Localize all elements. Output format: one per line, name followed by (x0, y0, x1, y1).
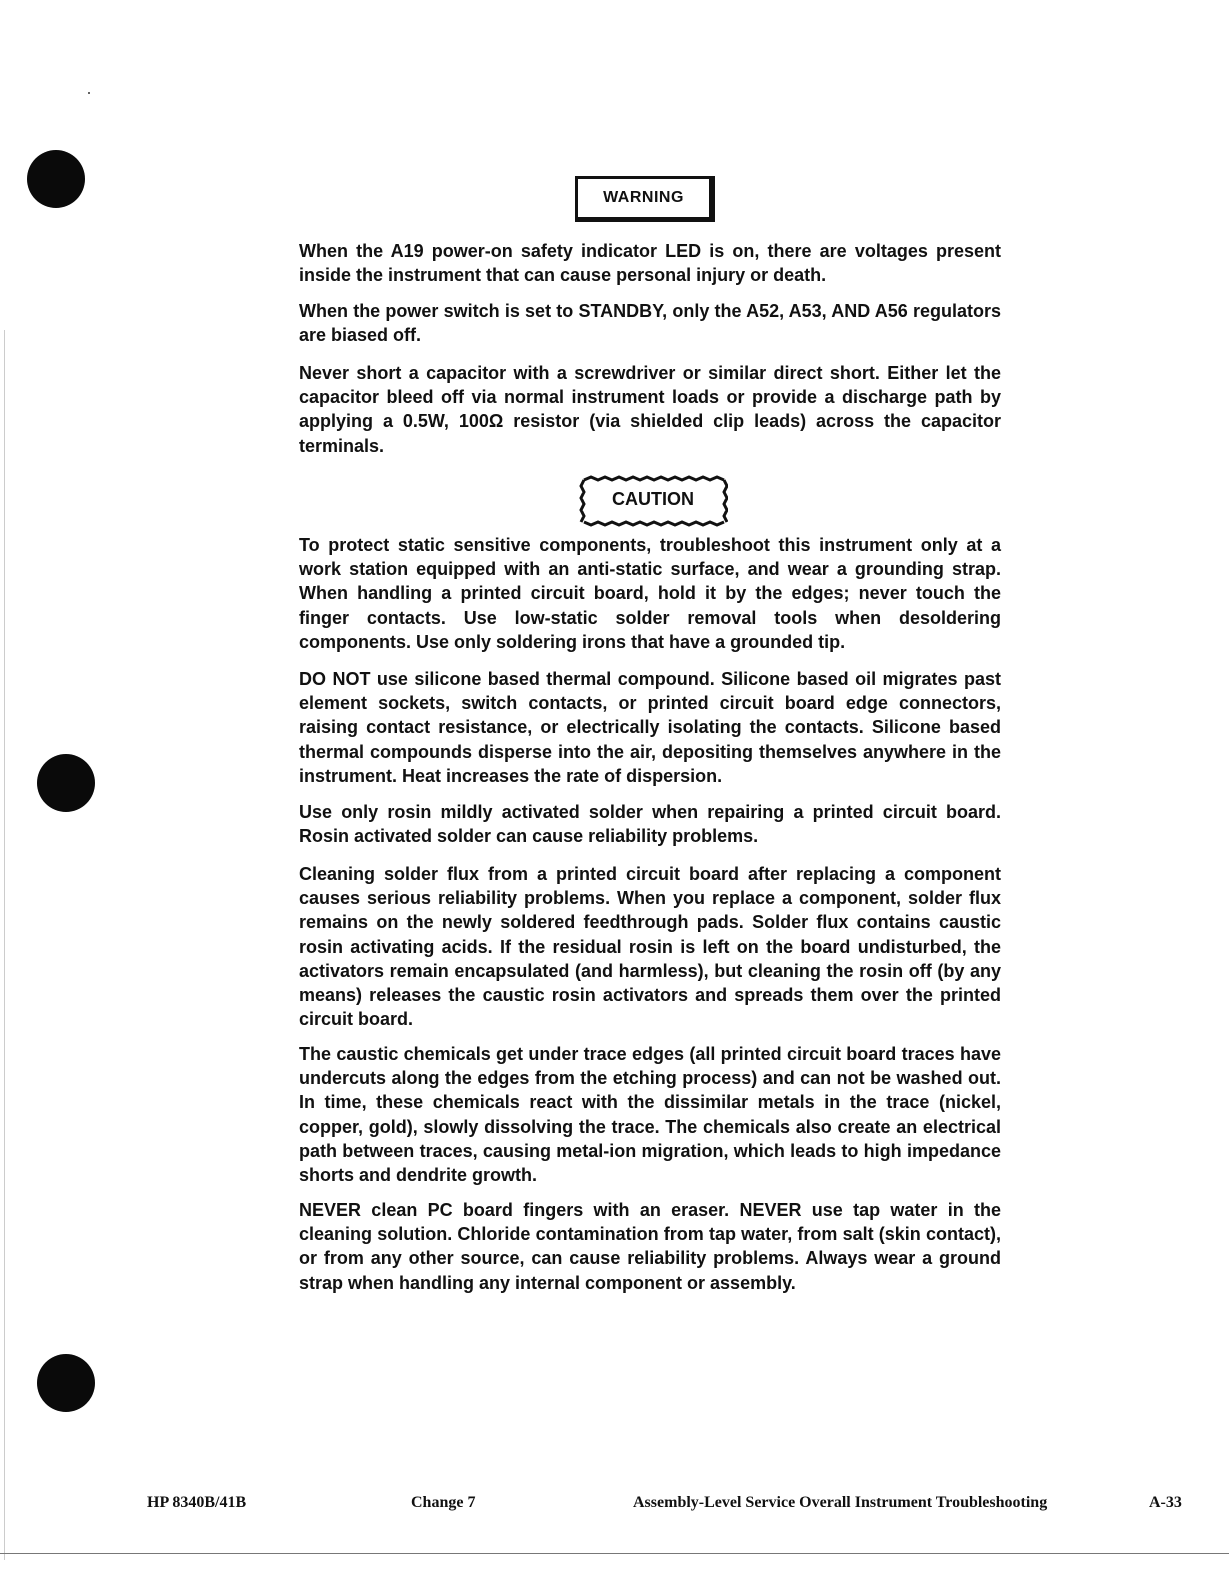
caution-label-box (578, 474, 728, 528)
caution-paragraph-4: Cleaning solder flux from a printed circuit board after replacing a component causes serious reliability problems. When you replace a component, solder flux remains on the newly soldered feedthrough pads. Solder flux contains caustic rosin activating acids. If the residual rosin is left on the board undisturbed, the activators remain encapsulated (and harmless), but cleaning the rosin off (by any means) releases the caustic rosin activators and spreads them over the printed circuit board. (299, 864, 1001, 1030)
caution-paragraph-5: The caustic chemicals get under trace edges (all printed circuit board traces have undercuts along the edges from the etching process) and can not be washed out. In time, these chemicals react with the dissimilar metals in the trace (nickel, copper, gold), slowly dissolving the trace. The chemicals also create an electrical path between traces, causing metal-ion migration, which leads to high impedance shorts and dendrite growth. (299, 1044, 1001, 1186)
footer-section: Assembly-Level Service Overall Instrument Troubleshooting (633, 1494, 1048, 1511)
caution-label: CAUTION (612, 489, 694, 509)
warning-label-box (575, 176, 715, 222)
binder-hole-top (27, 150, 85, 208)
warning-paragraph-1: When the A19 power-on safety indicator LED is on, there are voltages present inside the instrument that can cause personal injury or death. (299, 241, 1001, 286)
footer-page-number: A-33 (1149, 1494, 1182, 1511)
caution-paragraph-2: DO NOT use silicone based thermal compound. Silicone based oil migrates past element sockets, switch contacts, or printed circuit board edge connectors, raising contact resistance, or electrically isolating the contacts. Silicone based thermal compounds disperse into the air, depositing themselves anywhere in the instrument. Heat increases the rate of dispersion. (299, 669, 1001, 786)
scan-edge-line (4, 330, 5, 1560)
caution-paragraph-3: Use only rosin mildly activated solder when repairing a printed circuit board. Rosin activated solder can cause reliability problems. (299, 802, 1001, 847)
binder-hole-middle (37, 754, 95, 812)
footer-model: HP 8340B/41B (147, 1494, 247, 1511)
caution-paragraph-6: NEVER clean PC board fingers with an eraser. NEVER use tap water in the cleaning solution. Chloride contamination from tap water, from salt (skin contact), or from any other source, can cause reliability problems. Always wear a ground strap when handling any internal component or assembly. (299, 1200, 1001, 1293)
binder-hole-bottom (37, 1354, 95, 1412)
footer-change: Change 7 (411, 1494, 476, 1511)
scan-speck (88, 92, 90, 94)
caution-paragraph-1: To protect static sensitive components, troubleshoot this instrument only at a work station equipped with an anti-static surface, and wear a grounding strap. When handling a printed circuit board, hold it by the edges; never touch the finger contacts. Use low-static solder removal tools when desoldering components. Use only soldering irons that have a grounded tip. (299, 535, 1001, 652)
warning-label: WARNING (603, 189, 684, 206)
footer-divider (0, 1553, 1229, 1554)
warning-paragraph-2: When the power switch is set to STANDBY, only the A52, A53, AND A56 regulators are biased off. (299, 301, 1001, 346)
warning-paragraph-3: Never short a capacitor with a screwdriver or similar direct short. Either let the capacitor bleed off via normal instrument loads or provide a discharge path by applying a 0.5W, 100Ω resistor (via shielded clip leads) across the capacitor terminals. (299, 363, 1001, 456)
